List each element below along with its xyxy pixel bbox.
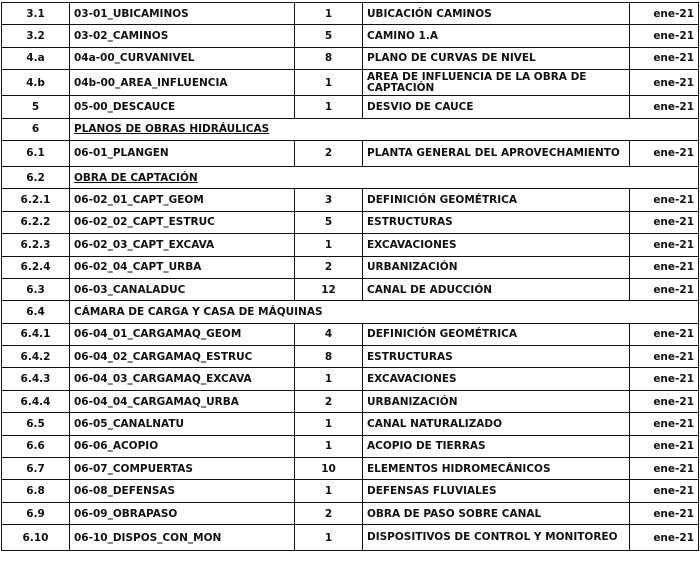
section-number: 6.2 (2, 166, 70, 188)
plan-description: ESTRUCTURAS (363, 211, 630, 233)
table-row (2, 346, 699, 368)
plan-date: ene-21 (630, 3, 699, 25)
plan-date: ene-21 (630, 480, 699, 502)
table-row (2, 47, 699, 69)
item-number: 4.b (2, 70, 70, 96)
sheet-count: 1 (295, 525, 363, 551)
plan-date: ene-21 (630, 96, 699, 118)
plan-description: PLANO DE CURVAS DE NIVEL (363, 47, 630, 69)
item-number: 6.4.4 (2, 390, 70, 412)
sheet-count: 8 (295, 346, 363, 368)
sheet-count: 1 (295, 480, 363, 502)
sheet-count: 1 (295, 413, 363, 435)
item-number: 3.1 (2, 3, 70, 25)
sheet-count: 1 (295, 435, 363, 457)
table-row (2, 96, 699, 118)
table-row (2, 70, 699, 96)
section-title: PLANOS DE OBRAS HIDRÁULICAS (70, 118, 699, 140)
plan-code: 06-02_01_CAPT_GEOM (70, 189, 295, 211)
item-number: 6.2.2 (2, 211, 70, 233)
plan-code: 04a-00_CURVANIVEL (70, 47, 295, 69)
plan-date: ene-21 (630, 323, 699, 345)
plan-code: 06-02_02_CAPT_ESTRUC (70, 211, 295, 233)
table-row (2, 413, 699, 435)
item-number: 6.2.3 (2, 234, 70, 256)
plan-description: CANAL DE ADUCCIÓN (363, 278, 630, 300)
plan-date: ene-21 (630, 256, 699, 278)
plan-code: 06-04_01_CARGAMAQ_GEOM (70, 323, 295, 345)
sheet-count: 12 (295, 278, 363, 300)
plan-description: DEFINICIÓN GEOMÉTRICA (363, 189, 630, 211)
plan-description: OBRA DE PASO SOBRE CANAL (363, 502, 630, 524)
plan-date: ene-21 (630, 47, 699, 69)
sheet-count: 1 (295, 96, 363, 118)
table-row (2, 234, 699, 256)
item-number: 6.4.2 (2, 346, 70, 368)
sheet-count: 5 (295, 25, 363, 47)
table-row (2, 368, 699, 390)
sheet-count: 2 (295, 502, 363, 524)
table-row (2, 480, 699, 502)
table-row (2, 3, 699, 25)
item-number: 6.2.4 (2, 256, 70, 278)
plan-code: 06-04_04_CARGAMAQ_URBA (70, 390, 295, 412)
plan-description: PLANTA GENERAL DEL APROVECHAMIENTO (363, 140, 630, 166)
plan-code: 03-02_CAMINOS (70, 25, 295, 47)
plan-date: ene-21 (630, 189, 699, 211)
plan-code: 06-02_03_CAPT_EXCAVA (70, 234, 295, 256)
plans-table (1, 2, 699, 551)
plan-date: ene-21 (630, 25, 699, 47)
plan-code: 06-08_DEFENSAS (70, 480, 295, 502)
table-row (2, 502, 699, 524)
plan-date: ene-21 (630, 140, 699, 166)
section-number: 6 (2, 118, 70, 140)
item-number: 6.8 (2, 480, 70, 502)
section-number: 6.4 (2, 301, 70, 323)
plan-date: ene-21 (630, 413, 699, 435)
section-title: CÁMARA DE CARGA Y CASA DE MÁQUINAS (70, 301, 699, 323)
plan-date: ene-21 (630, 525, 699, 551)
plan-code: 06-03_CANALADUC (70, 278, 295, 300)
sheet-count: 4 (295, 323, 363, 345)
plan-date: ene-21 (630, 435, 699, 457)
sheet-count: 1 (295, 70, 363, 96)
sheet-count: 3 (295, 189, 363, 211)
item-number: 6.1 (2, 140, 70, 166)
plan-code: 06-04_02_CARGAMAQ_ESTRUC (70, 346, 295, 368)
plan-description: CAMINO 1.A (363, 25, 630, 47)
table-row (2, 435, 699, 457)
plan-description: ACOPIO DE TIERRAS (363, 435, 630, 457)
plans-table-body (2, 3, 699, 551)
plan-date: ene-21 (630, 234, 699, 256)
plan-date: ene-21 (630, 458, 699, 480)
item-number: 5 (2, 96, 70, 118)
sheet-count: 2 (295, 140, 363, 166)
plan-description: AREA DE INFLUENCIA DE LA OBRA DE CAPTACIÓN (363, 70, 630, 96)
plan-description: ELEMENTOS HIDROMECÁNICOS (363, 458, 630, 480)
table-row (2, 323, 699, 345)
table-row (2, 390, 699, 412)
item-number: 6.2.1 (2, 189, 70, 211)
plan-code: 06-07_COMPUERTAS (70, 458, 295, 480)
item-number: 6.5 (2, 413, 70, 435)
plan-description: UBICACIÓN CAMINOS (363, 3, 630, 25)
plan-code: 03-01_UBICAMINOS (70, 3, 295, 25)
plan-date: ene-21 (630, 278, 699, 300)
plan-description: DESVIO DE CAUCE (363, 96, 630, 118)
plan-code: 04b-00_AREA_INFLUENCIA (70, 70, 295, 96)
sheet-count: 2 (295, 256, 363, 278)
table-row (2, 140, 699, 166)
table-row (2, 25, 699, 47)
plan-code: 06-10_DISPOS_CON_MON (70, 525, 295, 551)
plan-description: DEFINICIÓN GEOMÉTRICA (363, 323, 630, 345)
sheet-count: 1 (295, 234, 363, 256)
plan-description: CANAL NATURALIZADO (363, 413, 630, 435)
plan-code: 06-01_PLANGEN (70, 140, 295, 166)
plan-description: EXCAVACIONES (363, 368, 630, 390)
section-row (2, 301, 699, 323)
plan-code: 06-05_CANALNATU (70, 413, 295, 435)
plan-date: ene-21 (630, 502, 699, 524)
sheet-count: 1 (295, 368, 363, 390)
section-row (2, 118, 699, 140)
item-number: 6.10 (2, 525, 70, 551)
item-number: 6.4.1 (2, 323, 70, 345)
sheet-count: 2 (295, 390, 363, 412)
plan-date: ene-21 (630, 368, 699, 390)
section-title: OBRA DE CAPTACIÓN (70, 166, 699, 188)
section-row (2, 166, 699, 188)
plan-description: URBANIZACIÓN (363, 256, 630, 278)
plan-description: EXCAVACIONES (363, 234, 630, 256)
item-number: 6.3 (2, 278, 70, 300)
plan-date: ene-21 (630, 70, 699, 96)
item-number: 3.2 (2, 25, 70, 47)
plan-date: ene-21 (630, 211, 699, 233)
plan-date: ene-21 (630, 390, 699, 412)
table-row (2, 525, 699, 551)
item-number: 6.6 (2, 435, 70, 457)
plan-code: 06-09_OBRAPASO (70, 502, 295, 524)
plan-description: URBANIZACIÓN (363, 390, 630, 412)
item-number: 4.a (2, 47, 70, 69)
plan-description: ESTRUCTURAS (363, 346, 630, 368)
item-number: 6.7 (2, 458, 70, 480)
plan-date: ene-21 (630, 346, 699, 368)
table-row (2, 278, 699, 300)
plan-code: 06-02_04_CAPT_URBA (70, 256, 295, 278)
table-row (2, 189, 699, 211)
table-row (2, 256, 699, 278)
plan-code: 06-04_03_CARGAMAQ_EXCAVA (70, 368, 295, 390)
table-row (2, 458, 699, 480)
sheet-count: 5 (295, 211, 363, 233)
sheet-count: 1 (295, 3, 363, 25)
plan-code: 06-06_ACOPIO (70, 435, 295, 457)
plan-description: DEFENSAS FLUVIALES (363, 480, 630, 502)
sheet-count: 10 (295, 458, 363, 480)
item-number: 6.9 (2, 502, 70, 524)
plan-description: DISPOSITIVOS DE CONTROL Y MONITOREO (363, 525, 630, 551)
plan-code: 05-00_DESCAUCE (70, 96, 295, 118)
sheet-count: 8 (295, 47, 363, 69)
table-row (2, 211, 699, 233)
item-number: 6.4.3 (2, 368, 70, 390)
